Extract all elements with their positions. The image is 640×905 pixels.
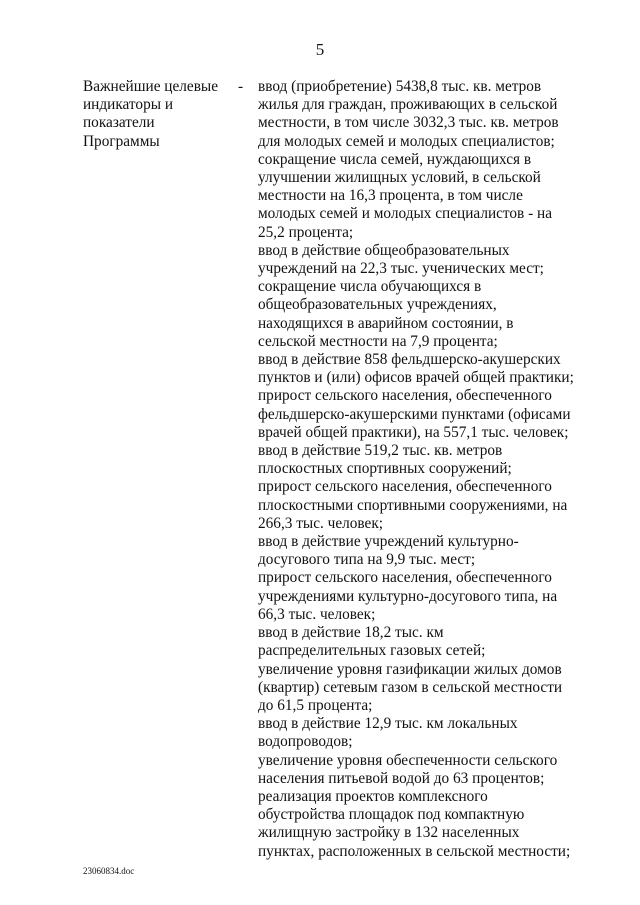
text-line: ввод в действие общеобразовательных (258, 241, 510, 259)
text-line: 66,3 тыс. человек; (258, 605, 376, 623)
text-line: улучшении жилищных условий, в сельской (258, 169, 541, 187)
text-line: населения питьевой водой до 63 процентов; (258, 769, 545, 787)
text-line: досугового типа на 9,9 тыс. мест; (258, 551, 476, 569)
text-line: прирост сельского населения, обеспеченного (258, 569, 552, 587)
text-line: ввод (приобретение) 5438,8 тыс. кв. метров (258, 78, 542, 95)
footer-filename: 23060834.doc (83, 866, 135, 876)
text-line: врачей общей практики), на 557,1 тыс. человек; (258, 423, 569, 441)
text-line: фельдшерско-акушерскими пунктами (офисами (258, 405, 571, 423)
text-line: ввод в действие 12,9 тыс. км локальных (258, 715, 518, 733)
text-line: находящихся в аварийном состоянии, в (258, 314, 514, 332)
text-line: местности, в том числе 3032,3 тыс. кв. метров (258, 114, 559, 132)
text-line: сельской местности на 7,9 процента; (258, 332, 498, 350)
text-line: местности на 16,3 процента, в том числе (258, 187, 523, 205)
text-line: увеличение уровня обеспеченности сельского (258, 751, 558, 769)
text-line: до 61,5 процента; (258, 696, 373, 714)
text-line: распределительных газовых сетей; (258, 642, 486, 660)
section-label-line: Важнейшие целевые (83, 78, 218, 95)
text-line: ввод в действие 18,2 тыс. км (258, 624, 444, 642)
text-line: (квартир) сетевым газом в сельской местности (258, 678, 563, 696)
text-line: обустройства площадок под компактную (258, 806, 525, 824)
text-line: ввод в действие учреждений культурно- (258, 533, 519, 551)
text-line: водопроводов; (258, 733, 353, 751)
separator-dash: - (238, 78, 244, 95)
page-number: 5 (315, 40, 325, 59)
text-line: сокращение числа обучающихся в (258, 278, 482, 296)
indicators-text (258, 78, 598, 861)
text-line: ввод в действие 519,2 тыс. кв. метров (258, 442, 503, 460)
text-line: прирост сельского населения, обеспеченного (258, 478, 552, 496)
section-label-line: показатели (83, 114, 155, 132)
text-line: для молодых семей и молодых специалистов; (258, 132, 555, 150)
text-line: прирост сельского населения, обеспеченного (258, 387, 552, 405)
text-line: молодых семей и молодых специалистов - на (258, 205, 553, 223)
text-line: общеобразовательных учреждениях, (258, 296, 497, 314)
text-line: учреждений на 22,3 тыс. ученических мест; (258, 260, 544, 278)
text-line: ввод в действие 858 фельдшерско-акушерских (258, 351, 561, 369)
section-label-line: Программы (83, 132, 160, 150)
text-line: сокращение числа семей, нуждающихся в (258, 150, 532, 168)
text-line: учреждениями культурно-досугового типа, на (258, 587, 558, 605)
section-label-line: индикаторы и (83, 96, 174, 114)
text-line: жилья для граждан, проживающих в сельской (258, 96, 558, 114)
text-line: плоскостными спортивными сооружениями, на (258, 496, 568, 514)
text-line: 25,2 процента; (258, 223, 354, 241)
section-label (83, 78, 233, 151)
text-line: пунктах, расположенных в сельской местности; (258, 842, 571, 860)
text-line: увеличение уровня газификации жилых домов (258, 660, 562, 678)
text-line: 266,3 тыс. человек; (258, 514, 384, 532)
text-line: пунктов и (или) офисов врачей общей практики; (258, 369, 574, 387)
text-line: плоскостных спортивных сооружений; (258, 460, 512, 478)
text-line: жилищную застройку в 132 населенных (258, 824, 520, 842)
text-line: реализация проектов комплексного (258, 787, 488, 805)
